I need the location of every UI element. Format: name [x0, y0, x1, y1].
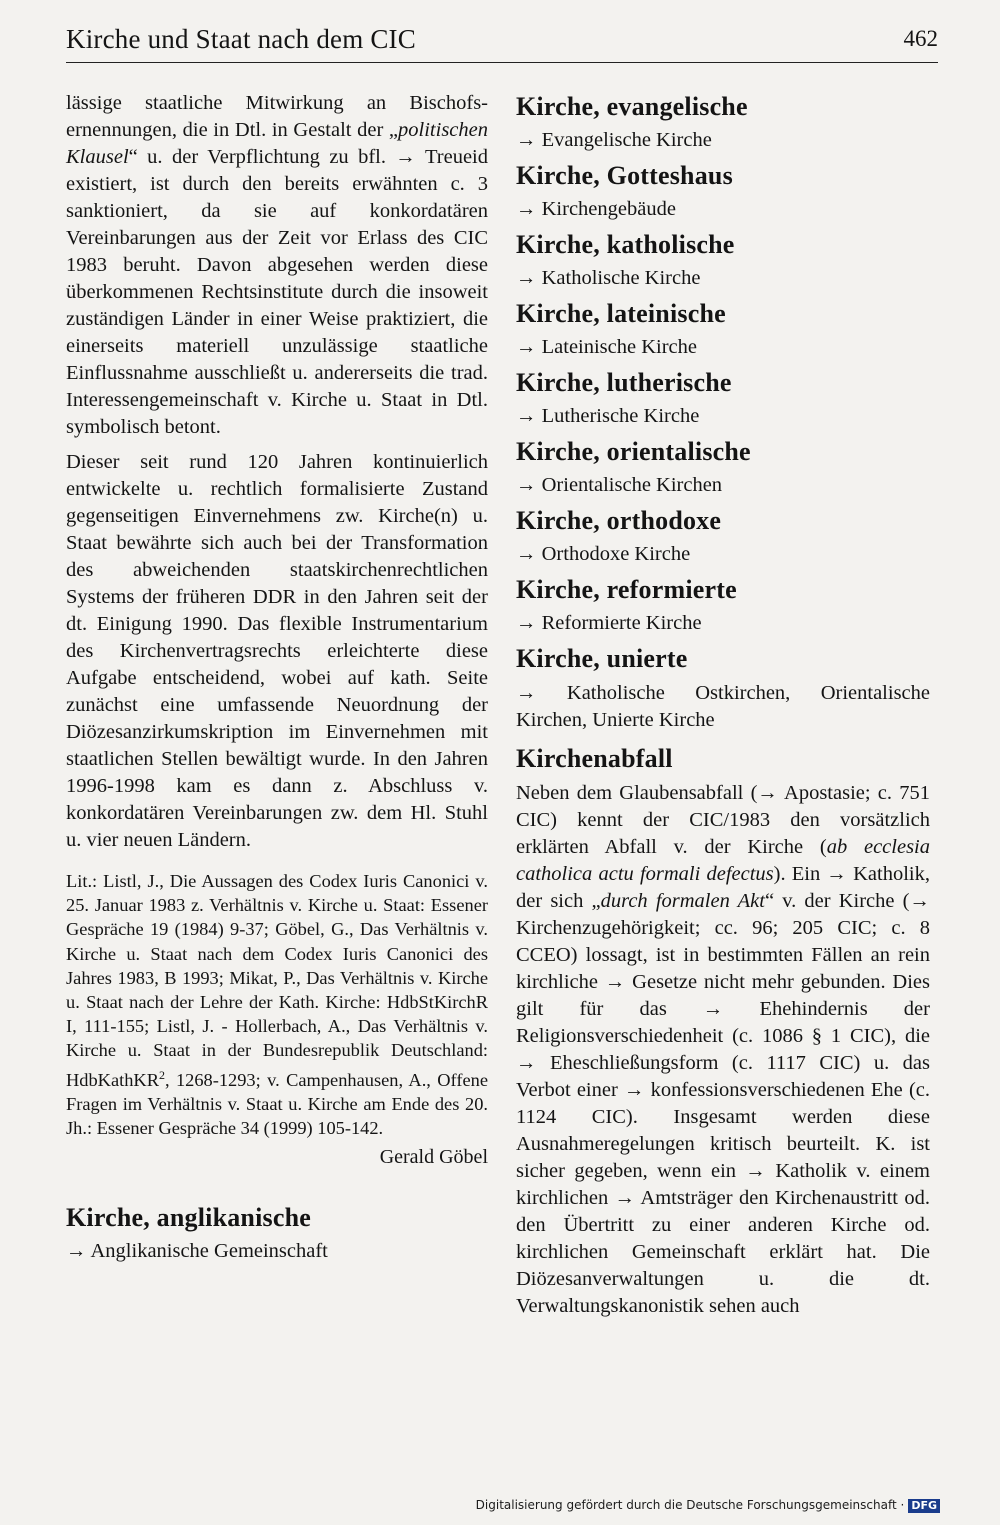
literature-superscript: 2 — [158, 1067, 165, 1082]
left-column — [66, 90, 488, 1265]
entry-kirche-anglikanische — [66, 1201, 488, 1265]
entry-kirchenabfall — [516, 742, 930, 1320]
entry-cross-reference: → Orientalische Kirchen — [516, 474, 723, 496]
entry-cross-reference: → Katholische Kirche — [516, 267, 701, 289]
entry-headword: Kirche, reformierte — [516, 575, 737, 604]
entry-headword: Kirche, lutherische — [516, 368, 732, 397]
kirchenabfall-text-3: “ v. der Kirche (→ Kirchenzugehörigkeit; cc. 96; 205 CIC; c. 8 CCEO) lossagt, ist in bestimmten Fällen an rein kirchliche → Gesetze nicht mehr gebunden. Dies gilt für das → Ehehindernis der Religionsverschiedenheit (c. 1086 § 1 CIC), die → Eheschließungsform (c. 1117 CIC) u. das Verbot einer → konfessionsverschiedenen Ehe (c. 1124 CIC). Insgesamt werden diese Ausnahmeregelungen kritisch beurteilt. K. ist sicher gegeben, wenn ein → Katholik v. einem kirchlichen → Amtsträger den Kirchenaustritt od. den Übertritt zu einer anderen Kirche od. kirchlichen Gemeinschaft erklärt hat. Die Diözesanverwaltungen u. die dt. Verwaltungskanonistik sehen auch — [516, 890, 930, 1317]
literature-text-a: Lit.: Listl, J., Die Aussagen des Codex Iuris Canonici v. 25. Januar 1983 z. Verhältnis v. Kirche u. Staat: Essener Gespräche 19 (1984) 9-37; Göbel, G., Das Verhältnis v. Kirche u. Staat nach dem Codex Iuris Canonici des Jahres 1983, B 1993; Mikat, P., Das Verhältnis v. Kirche u. Staat nach der Lehre der Kath. Kirche: HdbStKirchR I, 111-155; Listl, J. - Hollerbach, A., Das Verhältnis v. Kirche u. Staat in der Bundesrepublik Deutschland: HdbKathKR — [66, 871, 488, 1090]
running-header — [66, 22, 938, 62]
paragraph-1-text-b: “ u. der Verpflichtung zu bfl. → Treueid existiert, ist durch den bereits erwähnten c. 3 sanktioniert, da sie auf konkordatären Vereinbarungen aus der Zeit vor Erlass des CIC 1983 beruht. Davon abgesehen werden diese überkommenen Rechtsinstitute durch die insoweit zuständigen Länder in einer Weise praktiziert, die einerseits materiell unzulässige staatliche Einflussnahme ausschließt u. andererseits die trad. Interessengemeinschaft v. Kirche u. Staat in Dtl. symbolisch betont. — [66, 146, 488, 438]
author-signature: Gerald Göbel — [379, 1146, 488, 1169]
header-title: Kirche und Staat nach dem CIC — [66, 24, 416, 54]
entry-kirche-katholische — [516, 228, 930, 292]
dfg-logo-icon: DFG — [908, 1499, 940, 1513]
entry-cross-reference: → Lateinische Kirche — [516, 336, 698, 358]
entry-cross-reference: → Reformierte Kirche — [516, 612, 702, 634]
entry-headword: Kirche, anglikanische — [66, 1203, 311, 1233]
literature-list — [66, 869, 488, 1140]
entry-cross-reference: → Katholische Ostkirchen, Orientalische Kirchen, Unierte Kirche — [516, 682, 930, 731]
entry-cross-reference: → Kirchengebäude — [516, 198, 676, 220]
entry-cross-reference: → Orthodoxe Kirche — [516, 543, 691, 565]
kirchenabfall-text-1: Neben dem Glaubensabfall (→ Apostasie; c. 751 CIC) kennt der CIC/1983 den vorsätzlich erklärten Abfall v. der Kirche ( — [516, 782, 930, 858]
entry-cross-reference: → Evangelische Kirche — [516, 129, 712, 151]
entry-headword: Kirchenabfall — [516, 744, 673, 773]
entry-cross-reference: → Lutherische Kirche — [516, 405, 700, 427]
entry-kirche-unierte — [516, 642, 930, 734]
right-column — [516, 90, 930, 1325]
entry-kirche-evangelische — [516, 90, 930, 154]
literature-text-b: , 1268-1293; v. Campenhausen, A., Offene Fragen im Verhältnis v. Staat u. Kirche am Ende des 20. Jh.: Essener Gespräche 34 (1999) 105-142. — [66, 1069, 488, 1139]
entry-headword: Kirche, unierte — [516, 644, 688, 673]
entry-kirche-lutherische — [516, 366, 930, 430]
footer-text: Digitalisierung gefördert durch die Deutsche Forschungsgemeinschaft · — [475, 1498, 905, 1512]
paragraph-1-italic: politischen Klausel — [66, 119, 488, 168]
header-rule — [66, 62, 938, 63]
kirchenabfall-text-2: ). Ein → Katholik, der sich „ — [516, 863, 930, 912]
entry-kirche-gotteshaus — [516, 159, 930, 223]
entry-headword: Kirche, orientalische — [516, 437, 751, 466]
paragraph-1-text-a: lässige staatliche Mitwirkung an Bischofsernennungen, die in Dtl. in Gestalt der „ — [66, 92, 488, 141]
digitization-footer — [476, 1497, 940, 1513]
entry-kirche-lateinische — [516, 297, 930, 361]
entry-headword: Kirche, katholische — [516, 230, 735, 259]
entry-cross-reference: → Anglikanische Gemeinschaft — [66, 1240, 328, 1263]
entry-kirche-reformierte — [516, 573, 930, 637]
entry-headword: Kirche, orthodoxe — [516, 506, 722, 535]
kirchenabfall-italic-1: ab ecclesia catholica actu formali defectus — [516, 836, 930, 885]
kirchenabfall-body — [516, 780, 930, 1320]
paragraph-1 — [66, 90, 488, 441]
entry-kirche-orientalische — [516, 435, 930, 499]
entry-headword: Kirche, Gotteshaus — [516, 161, 733, 190]
entry-headword: Kirche, evangelische — [516, 92, 748, 121]
entry-headword: Kirche, lateinische — [516, 299, 726, 328]
paragraph-2: Dieser seit rund 120 Jahren kontinuierlich entwickelte u. rechtlich formalisierte Zustand gegenseitigen Einvernehmens zw. Kirche(n) u. Staat bewährte sich auch bei der Transformation des abweichenden staatskirchenrechtlichen Systems der früheren DDR in den Jahren seit der dt. Einigung 1990. Das flexible Instrumentarium des Kirchenvertragsrechts erleichterte diese Aufgabe entscheidend, wobei auf kath. Seite zunächst eine umfassende Neuordnung der Diözesanzirkumskription im Einvernehmen mit staatlichen Stellen bewältigt wurde. In den Jahren 1996-1998 kam es dann z. Abschluss v. konkordatären Vereinbarungen zw. dem Hl. Stuhl u. vier neuen Ländern. — [66, 451, 488, 851]
page-number: 462 — [903, 26, 938, 51]
entry-kirche-orthodoxe — [516, 504, 930, 568]
kirchenabfall-italic-2: durch formalen Akt — [600, 890, 765, 912]
